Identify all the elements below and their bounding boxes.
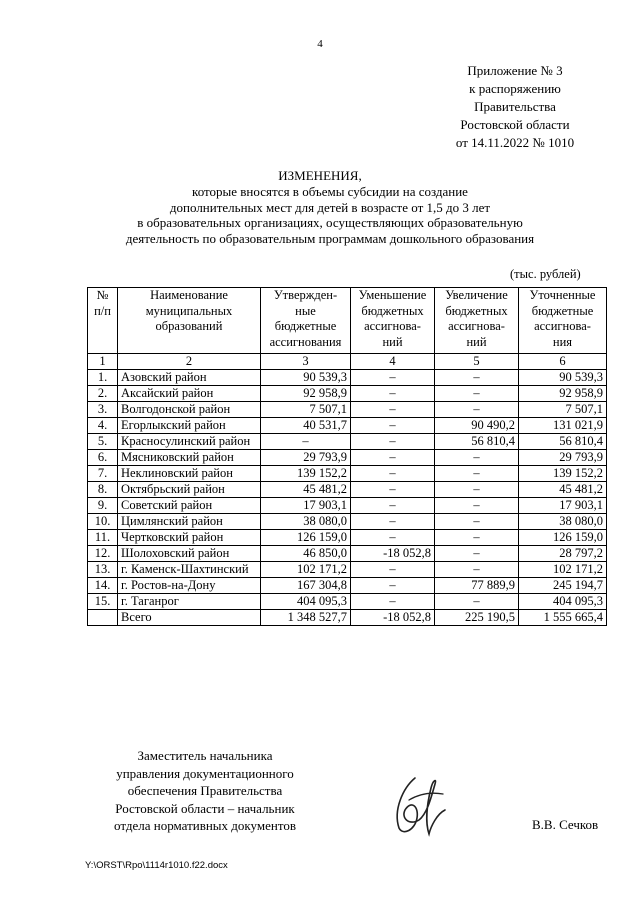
column-header: Утвержден- ные бюджетные ассигнования — [261, 288, 351, 354]
row-number: 11. — [88, 530, 118, 546]
table-row — [88, 546, 607, 562]
total-row — [88, 610, 607, 626]
decrease-value: – — [351, 594, 435, 610]
updated-value: 90 539,3 — [519, 370, 607, 386]
increase-value: – — [435, 498, 519, 514]
increase-value: – — [435, 562, 519, 578]
table-row — [88, 466, 607, 482]
municipality-name: Цимлянский район — [118, 514, 261, 530]
column-header: Увеличение бюджетных ассигнова- ний — [435, 288, 519, 354]
approved-value: 38 080,0 — [261, 514, 351, 530]
updated-value: 131 021,9 — [519, 418, 607, 434]
row-number: 9. — [88, 498, 118, 514]
municipality-name: Октябрьский район — [118, 482, 261, 498]
increase-value: – — [435, 594, 519, 610]
approved-value: 40 531,7 — [261, 418, 351, 434]
row-number — [88, 610, 118, 626]
signer-title-line: Заместитель начальника — [137, 748, 273, 763]
table-row — [88, 402, 607, 418]
approved-value: 17 903,1 — [261, 498, 351, 514]
approved-value: 7 507,1 — [261, 402, 351, 418]
approved-value: 29 793,9 — [261, 450, 351, 466]
municipality-name: Неклиновский район — [118, 466, 261, 482]
municipality-name: г. Таганрог — [118, 594, 261, 610]
column-header: Наименование муниципальных образований — [118, 288, 261, 354]
approved-value: 167 304,8 — [261, 578, 351, 594]
decrease-value: – — [351, 578, 435, 594]
table-row — [88, 562, 607, 578]
document-subtitle — [60, 184, 600, 246]
municipality-name: Мясниковский район — [118, 450, 261, 466]
row-number: 3. — [88, 402, 118, 418]
column-header: № п/п — [88, 288, 118, 354]
row-number: 1. — [88, 370, 118, 386]
approved-value: 92 958,9 — [261, 386, 351, 402]
table-row — [88, 434, 607, 450]
appendix-line: Ростовской области — [460, 117, 570, 132]
approved-value: 102 171,2 — [261, 562, 351, 578]
subtitle-line: которые вносятся в объемы субсидии на создание — [192, 184, 468, 199]
handwritten-signature — [385, 770, 455, 840]
municipality-name: Аксайский район — [118, 386, 261, 402]
updated-value: 45 481,2 — [519, 482, 607, 498]
column-header: Уточненные бюджетные ассигнова- ния — [519, 288, 607, 354]
updated-value: 139 152,2 — [519, 466, 607, 482]
row-number: 14. — [88, 578, 118, 594]
row-number: 5. — [88, 434, 118, 450]
approved-value: – — [261, 434, 351, 450]
municipality-name: Всего — [118, 610, 261, 626]
decrease-value: – — [351, 386, 435, 402]
approved-value: 404 095,3 — [261, 594, 351, 610]
column-number: 1 — [88, 354, 118, 370]
increase-value: – — [435, 514, 519, 530]
table-row — [88, 594, 607, 610]
approved-value: 139 152,2 — [261, 466, 351, 482]
subtitle-line: дополнительных мест для детей в возрасте от 1,5 до 3 лет — [169, 199, 491, 215]
decrease-value: – — [351, 418, 435, 434]
municipality-name: Шолоховский район — [118, 546, 261, 562]
updated-value: 102 171,2 — [519, 562, 607, 578]
appendix-line: Правительства — [474, 99, 556, 114]
row-number: 2. — [88, 386, 118, 402]
updated-value: 28 797,2 — [519, 546, 607, 562]
table-row — [88, 482, 607, 498]
column-number: 3 — [261, 354, 351, 370]
increase-value: – — [435, 370, 519, 386]
approved-value: 90 539,3 — [261, 370, 351, 386]
table-row — [88, 514, 607, 530]
updated-value: 1 555 665,4 — [519, 610, 607, 626]
row-number: 7. — [88, 466, 118, 482]
table-row — [88, 450, 607, 466]
signer-title-line: Ростовской области – начальник — [115, 800, 295, 816]
updated-value: 7 507,1 — [519, 402, 607, 418]
row-number: 6. — [88, 450, 118, 466]
table-row — [88, 498, 607, 514]
updated-value: 38 080,0 — [519, 514, 607, 530]
units-label: (тыс. рублей) — [510, 267, 581, 281]
appendix-line: к распоряжению — [469, 81, 561, 96]
municipality-name: Красносулинский район — [118, 434, 261, 450]
decrease-value: – — [351, 434, 435, 450]
subtitle-line: в образовательных организациях, осуществляющих образовательную — [137, 215, 523, 230]
municipality-name: г. Каменск-Шахтинский — [118, 562, 261, 578]
updated-value: 126 159,0 — [519, 530, 607, 546]
row-number: 10. — [88, 514, 118, 530]
increase-value: – — [435, 546, 519, 562]
appendix-line: от 14.11.2022 № 1010 — [455, 135, 575, 150]
table-header-row — [88, 288, 607, 354]
updated-value: 56 810,4 — [519, 434, 607, 450]
appendix-reference — [440, 62, 590, 152]
increase-value: – — [435, 466, 519, 482]
decrease-value: – — [351, 562, 435, 578]
increase-value: 225 190,5 — [435, 610, 519, 626]
increase-value: – — [435, 482, 519, 498]
column-header: Уменьшение бюджетных ассигнова- ний — [351, 288, 435, 354]
updated-value: 245 194,7 — [519, 578, 607, 594]
approved-value: 45 481,2 — [261, 482, 351, 498]
municipality-name: Волгодонской район — [118, 402, 261, 418]
decrease-value: – — [351, 450, 435, 466]
increase-value: 90 490,2 — [435, 418, 519, 434]
increase-value: – — [435, 402, 519, 418]
updated-value: 29 793,9 — [519, 450, 607, 466]
column-number: 5 — [435, 354, 519, 370]
decrease-value: – — [351, 402, 435, 418]
row-number: 13. — [88, 562, 118, 578]
decrease-value: – — [351, 466, 435, 482]
decrease-value: -18 052,8 — [351, 610, 435, 626]
approved-value: 126 159,0 — [261, 530, 351, 546]
approved-value: 1 348 527,7 — [261, 610, 351, 626]
increase-value: 56 810,4 — [435, 434, 519, 450]
approved-value: 46 850,0 — [261, 546, 351, 562]
row-number: 8. — [88, 482, 118, 498]
municipality-name: г. Ростов-на-Дону — [118, 578, 261, 594]
column-number: 6 — [519, 354, 607, 370]
decrease-value: -18 052,8 — [351, 546, 435, 562]
increase-value: – — [435, 450, 519, 466]
row-number: 4. — [88, 418, 118, 434]
decrease-value: – — [351, 370, 435, 386]
signer-title-line: обеспечения Правительства — [127, 783, 283, 798]
subsidy-table — [87, 287, 607, 626]
signer-title-line: отдела нормативных документов — [114, 818, 296, 833]
table-row — [88, 370, 607, 386]
municipality-name: Егорлыкский район — [118, 418, 261, 434]
page-number: 4 — [317, 38, 323, 50]
updated-value: 92 958,9 — [519, 386, 607, 402]
row-number: 12. — [88, 546, 118, 562]
signer-title — [70, 747, 340, 835]
table-row — [88, 530, 607, 546]
increase-value: – — [435, 530, 519, 546]
column-number-row — [88, 354, 607, 370]
decrease-value: – — [351, 530, 435, 546]
updated-value: 17 903,1 — [519, 498, 607, 514]
municipality-name: Советский район — [118, 498, 261, 514]
municipality-name: Чертковский район — [118, 530, 261, 546]
increase-value: – — [435, 386, 519, 402]
decrease-value: – — [351, 514, 435, 530]
decrease-value: – — [351, 498, 435, 514]
decrease-value: – — [351, 482, 435, 498]
updated-value: 404 095,3 — [519, 594, 607, 610]
table-row — [88, 418, 607, 434]
signer-title-line: управления документационного — [116, 765, 294, 781]
appendix-line: Приложение № 3 — [467, 63, 563, 78]
column-number: 4 — [351, 354, 435, 370]
subtitle-line: деятельность по образовательным программам дошкольного образования — [125, 230, 535, 246]
table-row — [88, 578, 607, 594]
column-number: 2 — [118, 354, 261, 370]
document-title: ИЗМЕНЕНИЯ, — [278, 168, 362, 183]
row-number: 15. — [88, 594, 118, 610]
table-row — [88, 386, 607, 402]
file-path: Y:\ORST\Rpo\1114r1010.f22.docx — [85, 860, 228, 871]
increase-value: 77 889,9 — [435, 578, 519, 594]
signer-name: В.В. Сечков — [532, 817, 599, 832]
municipality-name: Азовский район — [118, 370, 261, 386]
